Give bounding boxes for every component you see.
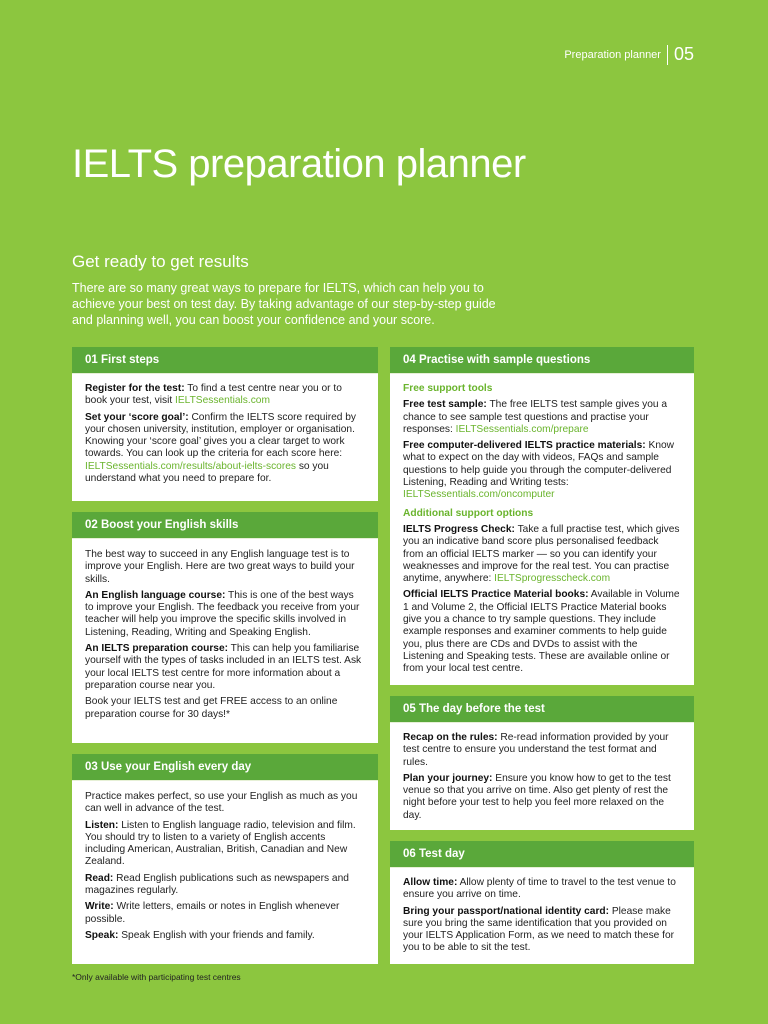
additional-options-subheading: Additional support options: [403, 507, 534, 519]
link-ieltsessentials[interactable]: IELTSessentials.com: [175, 395, 270, 407]
text: The free IELTS test sample gives you a chance to see sample test questions and practise your responses:: [403, 399, 668, 435]
label: Set your ‘score goal’:: [85, 411, 189, 423]
text: Read English publications such as newspapers and magazines regularly.: [85, 872, 349, 897]
recap-paragraph: [403, 732, 681, 769]
footnote: *Only available with participating test centres: [72, 972, 241, 982]
text: Allow plenty of time to travel to the test venue to ensure you arrive on time.: [403, 877, 676, 901]
box-first-steps: [72, 347, 378, 501]
text: Confirm the IELTS score required by your chosen university, institution, employer or organisation. Knowing your ‘score goal’ gives you a clear target to work towards. You can look up the criteria for each score here:: [85, 411, 357, 460]
practice-books-paragraph: [403, 589, 681, 675]
label: Register for the test:: [85, 383, 185, 394]
link-oncomputer[interactable]: IELTSessentials.com/oncomputer: [403, 489, 555, 501]
text: Re-read information provided by your test centre to ensure you understand the test format and rules.: [403, 732, 669, 768]
intro-text: The best way to succeed in any English language test is to improve your English. Here are two great ways to build your skills.: [85, 549, 355, 585]
progress-check-paragraph: [403, 524, 681, 585]
text: Write letters, emails or notes in English whenever possible.: [85, 901, 340, 925]
label: IELTS Progress Check:: [403, 523, 515, 535]
text: To find a test centre near you or to book your test, visit: [85, 383, 342, 407]
text: Please make sure you bring the same identification that you provided on your IELTS Application Form, as we need to match these for you to be able to sit the test.: [403, 905, 675, 954]
page-subtitle: Get ready to get results: [72, 252, 249, 271]
label: Allow time:: [403, 877, 458, 888]
page-number: 05: [673, 44, 694, 64]
label: Listen:: [85, 819, 119, 831]
box-test-day: [390, 841, 694, 964]
allow-time-paragraph: [403, 877, 681, 902]
label: Recap on the rules:: [403, 732, 498, 743]
read-paragraph: [85, 873, 365, 898]
text: Available in Volume 1 and Volume 2, the Official IELTS Practice Material books give you a chance to try sample questions. They include example responses and examiner comments to help guide you, plus there are CDs and DVDs to assist with the Listening and Speaking tests. These are available online or from your local test centre.: [403, 589, 680, 675]
computer-materials-paragraph: [403, 440, 681, 501]
label: An IELTS preparation course:: [85, 643, 229, 655]
page-title: IELTS preparation planner: [72, 142, 526, 186]
link-prepare[interactable]: IELTSessentials.com/prepare: [455, 423, 589, 435]
label: Write:: [85, 901, 114, 913]
text: so you understand what you need to prepare for.: [85, 460, 329, 485]
box-heading: 02 Boost your English skills: [72, 512, 378, 539]
prep-course-paragraph: [85, 643, 365, 692]
register-paragraph: [85, 383, 365, 408]
passport-paragraph: [403, 906, 681, 955]
journey-paragraph: [403, 773, 681, 822]
box-use-english: [72, 754, 378, 964]
box-heading: 04 Practise with sample questions: [390, 347, 694, 374]
label: Speak:: [85, 929, 119, 941]
write-paragraph: [85, 901, 365, 926]
box-heading: 06 Test day: [390, 841, 694, 868]
section-name: Preparation planner: [564, 48, 661, 61]
free-sample-paragraph: [403, 399, 681, 436]
label: Free test sample:: [403, 399, 487, 411]
box-boost-skills: [72, 512, 378, 743]
label: Read:: [85, 872, 114, 884]
box-heading: 01 First steps: [72, 347, 378, 374]
free-tools-subheading: Free support tools: [403, 383, 493, 394]
label: Bring your passport/national identity card:: [403, 905, 610, 917]
label: Plan your journey:: [403, 772, 493, 784]
box-day-before: [390, 696, 694, 830]
english-course-paragraph: [85, 590, 365, 639]
box-heading: 03 Use your English every day: [72, 754, 378, 781]
intro-text: Practice makes perfect, so use your English as much as you can well in advance of the test.: [85, 791, 358, 815]
label: Official IELTS Practice Material books:: [403, 589, 589, 601]
box-heading: 05 The day before the test: [390, 696, 694, 723]
intro-paragraph: There are so many great ways to prepare for IELTS, which can help you to achieve your best on test day. By taking advantage of our step-by-step guide and planning well, you can boost your confidence and your score.: [72, 281, 496, 327]
label: An English language course:: [85, 589, 226, 601]
text: Take a full practise test, which gives you an indicative band score plus personalised feedback from an official IELTS marker — so you can identify your weaknesses and improve for the real test. You can practise anytime, anywhere:: [403, 523, 680, 585]
text: This is one of the best ways to improve your English. The feedback you receive from your teacher will help you improve the specific skills involved in Listening, Reading, Writing and Speaking English.: [85, 589, 360, 638]
score-goal-paragraph: [85, 412, 365, 486]
header-divider: [667, 45, 668, 65]
text: Listen to English language radio, television and film. You should try to listen to a variety of English accents including American, Australian, British, Canadian and New Zealand.: [85, 819, 356, 868]
box-practise-samples: [390, 347, 694, 685]
offer-text: Book your IELTS test and get FREE access to an online preparation course for 30 days!*: [85, 696, 338, 720]
text: Ensure you know how to get to the test venue so that you arrive on time. Also get plenty of rest the night before your test to help you feel more relaxed on the day.: [403, 772, 671, 821]
speak-paragraph: [85, 930, 365, 942]
text: Know what to expect on the day with videos, FAQs and sample questions to help guide you through the computer-delivered Listening, Reading and Writing tests:: [403, 440, 675, 489]
text: Speak English with your friends and family.: [118, 929, 315, 941]
link-scores[interactable]: IELTSessentials.com/results/about-ielts-scores: [85, 460, 296, 472]
label: Free computer-delivered IELTS practice materials:: [403, 440, 646, 452]
link-progresscheck[interactable]: IELTSprogresscheck.com: [494, 573, 611, 585]
text: This can help you familiarise yourself with the types of tasks included in an IELTS test. Ask your local IELTS test centre for more information about a preparation course near you.: [85, 643, 362, 691]
listen-paragraph: [85, 820, 365, 869]
page-header: [564, 44, 694, 65]
